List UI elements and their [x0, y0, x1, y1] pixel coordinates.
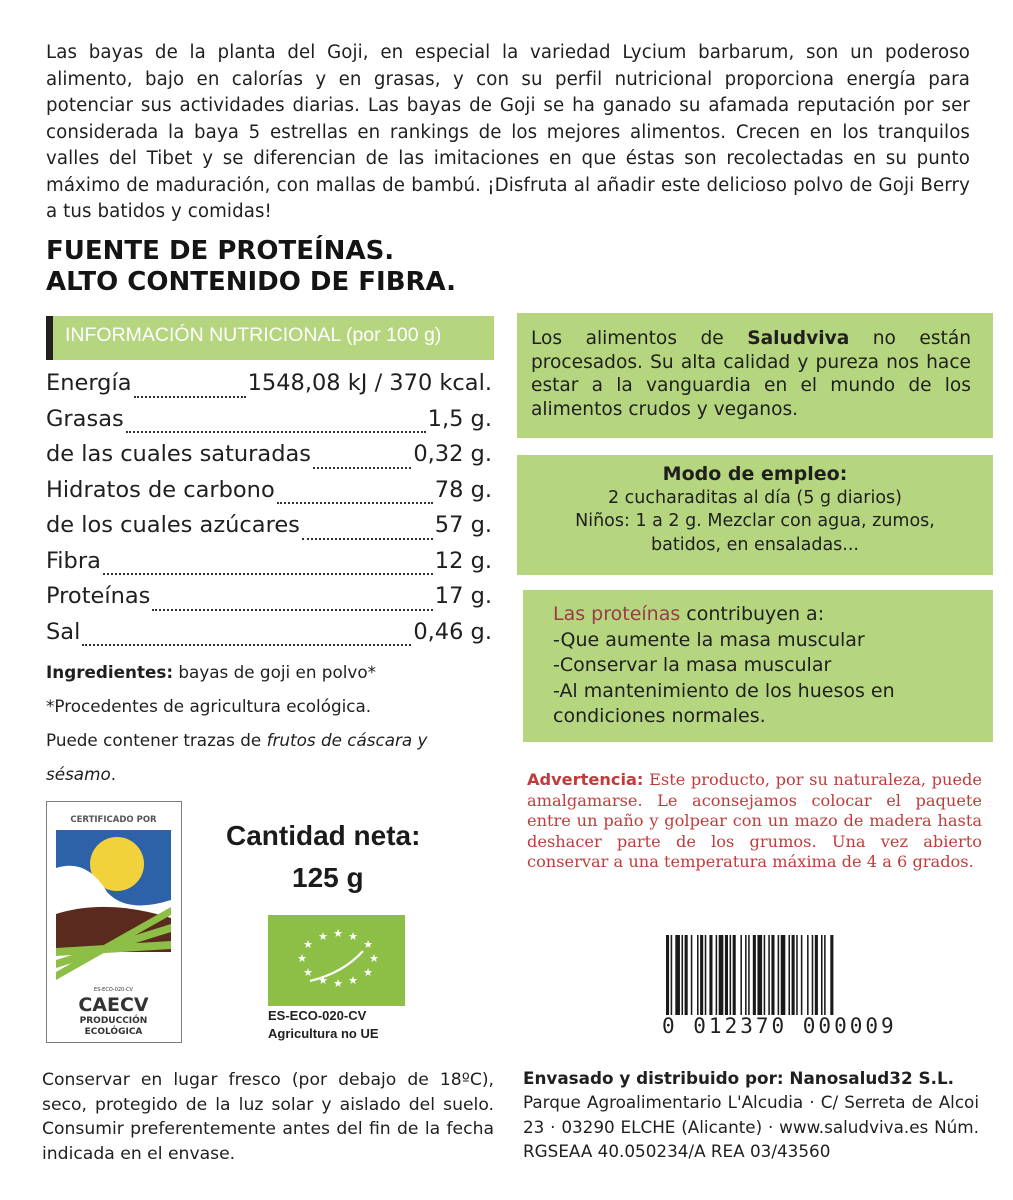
- protein-claim-item: -Que aumente la masa muscular: [553, 628, 865, 651]
- usage-box: [517, 455, 993, 575]
- caecv-name: CAECV: [78, 994, 149, 1016]
- nutrition-label: de las cuales saturadas: [46, 441, 312, 467]
- barcode-digits: 0 012370 000009: [662, 1014, 897, 1038]
- nutrition-label: Hidratos de carbono: [46, 476, 275, 503]
- protein-claims-box: [523, 590, 993, 742]
- allergen-suffix: .: [110, 764, 117, 784]
- nutrition-row-carbs: [46, 477, 492, 513]
- brand-info-suffix: no están procesados. Su alta calidad y pureza nos hace estar a la vanguardia en el mundo de los alimentos crudos y veganos.: [531, 328, 971, 420]
- nutrition-table: [46, 370, 492, 654]
- distributor-label: Envasado y distribuido por: Nanosalud32 S.L.: [523, 1068, 955, 1088]
- distributor-address: Parque Agroalimentario L'Alcudia · C/ Serreta de Alcoi 23 · 03290 ELCHE (Alicante) · www.saludviva.es Núm. RGSEAA 40.050234/A REA 03/43560: [523, 1092, 979, 1161]
- dot-leader: [126, 431, 426, 433]
- ingredients-block: [46, 655, 496, 791]
- nutrition-label: de los cuales azúcares: [46, 512, 300, 538]
- nutrition-value: 0,46 g.: [413, 618, 492, 645]
- nutrition-value: 0,32 g.: [413, 441, 492, 467]
- nutrition-header-label: INFORMACIÓN NUTRICIONAL (por 100 g): [65, 324, 442, 346]
- svg-text:★: ★: [333, 977, 343, 990]
- protein-claim-item: -Conservar la masa muscular: [553, 654, 832, 676]
- nutrition-row-fiber: [46, 548, 492, 584]
- brand-info-box: [517, 313, 993, 438]
- svg-text:★: ★: [348, 930, 358, 943]
- eu-leaf-icon: [268, 915, 405, 1006]
- net-quantity-value: 125 g: [292, 862, 364, 893]
- intro-paragraph: Las bayas de la planta del Goji, en especial la variedad Lycium barbarum, son un poderoso alimento, bajo en calorías y en grasas, y con su perfil nutricional proporciona energía para potenciar sus actividades diarias. Las bayas de Goji se ha ganado su afamada reputación por ser considerada la baya 5 estrellas en rankings de los mejores alimentos. Crecen en los tranquilos valles del Tibet y se diferencian de las imitaciones en que éstas son recolectadas en su punto máximo de maduración, con mallas de bambú. ¡Disfruta al añadir este delicioso polvo de Goji Berry a tus batidos y comidas!: [46, 42, 970, 222]
- usage-line-2: Niños: 1 a 2 g. Mezclar con agua, zumos,: [575, 511, 935, 531]
- dot-leader: [277, 502, 433, 504]
- svg-text:★: ★: [297, 952, 307, 965]
- usage-title: Modo de empleo:: [662, 463, 848, 485]
- ingredients-label: Ingredientes:: [46, 662, 174, 682]
- protein-intro-line: [553, 602, 973, 628]
- nutrition-row-sugars: [46, 512, 492, 548]
- protein-claim-item: -Al mantenimiento de los huesos en condiciones normales.: [553, 679, 895, 727]
- headline-line-1: FUENTE DE PROTEÍNAS.: [46, 236, 395, 266]
- eu-organic-text: [268, 1007, 379, 1043]
- nutrition-row-energy: [46, 370, 492, 406]
- dot-leader: [313, 467, 411, 469]
- barcode-icon: [666, 935, 929, 1015]
- distributor-info: [523, 1066, 979, 1163]
- nutrition-row-protein: [46, 583, 492, 619]
- allergen-line: [46, 723, 496, 791]
- svg-text:★: ★: [303, 938, 313, 951]
- nutrition-label: Proteínas: [46, 583, 151, 609]
- nutrition-label: Energía: [46, 370, 132, 396]
- svg-text:★: ★: [318, 930, 328, 943]
- caecv-logo-graphic: [47, 802, 180, 1041]
- usage-line-1: 2 cucharaditas al día (5 g diarios): [607, 487, 902, 508]
- svg-text:★: ★: [363, 966, 373, 979]
- caecv-sub1: PRODUCCIÓN: [79, 1016, 148, 1026]
- brand-info-prefix: Los alimentos de: [531, 328, 748, 349]
- ingredients-line: [46, 655, 496, 689]
- ingredients-text: bayas de goji en polvo*: [173, 662, 376, 682]
- protein-highlight: Las proteínas: [553, 603, 681, 625]
- eu-organic-code: ES-ECO-020-CV: [268, 1008, 367, 1023]
- usage-line-3: batidos, en ensaladas...: [651, 534, 859, 555]
- dot-leader: [152, 609, 432, 611]
- nutrition-value: 1,5 g.: [427, 405, 492, 432]
- storage-instructions: Conservar en lugar fresco (por debajo de 18ºC), seco, protegido de la luz solar y aislado del suelo. Consumir preferentemente antes del fin de la fecha indicada en el envase.: [42, 1070, 494, 1164]
- svg-text:★: ★: [303, 966, 313, 979]
- nutrition-value: 78 g.: [434, 476, 492, 503]
- warning-label: Advertencia:: [527, 770, 644, 789]
- caecv-top-label: CERTIFICADO POR: [70, 815, 157, 825]
- svg-text:★: ★: [369, 952, 379, 965]
- svg-text:★: ★: [363, 938, 373, 951]
- brand-name: Saludviva: [747, 328, 850, 349]
- nutrition-value: 12 g.: [434, 547, 492, 574]
- eu-organic-logo: [268, 915, 405, 1006]
- warning-body: Este producto, por su naturaleza, puede amalgamarse. Le aconsejamos colocar el paquete entre un paño y golpear con un mazo de madera hasta deshacer parte de los grumos. Una vez abierto conservar a una temperatura máxima de 4 a 6 grados.: [527, 770, 982, 872]
- nutrition-label: Sal: [46, 618, 81, 645]
- dot-leader: [82, 644, 411, 646]
- dot-leader: [134, 396, 246, 398]
- headline-line-2: ALTO CONTENIDO DE FIBRA.: [46, 267, 457, 297]
- dot-leader: [103, 573, 433, 575]
- net-quantity-label: Cantidad neta:: [226, 820, 421, 851]
- nutrition-label: Fibra: [46, 547, 101, 574]
- nutrition-row-saturated: [46, 441, 492, 477]
- ingredients-note: *Procedentes de agricultura ecológica.: [46, 696, 372, 716]
- nutrition-value: 57 g.: [434, 512, 492, 538]
- nutrition-row-fat: [46, 406, 492, 442]
- eu-organic-origin: Agricultura no UE: [268, 1026, 379, 1041]
- dot-leader: [302, 538, 433, 540]
- caecv-sub2: ECOLÓGICA: [84, 1027, 143, 1037]
- allergen-prefix: Puede contener trazas de: [46, 730, 267, 750]
- warning-text: [527, 770, 982, 873]
- protein-intro: contribuyen a:: [680, 603, 825, 625]
- caecv-certification-logo: [46, 801, 182, 1043]
- svg-text:★: ★: [348, 974, 358, 987]
- caecv-code: ES-ECO-020-CV: [94, 987, 133, 993]
- nutrition-row-salt: [46, 619, 492, 655]
- nutrition-header: [46, 316, 494, 360]
- svg-text:★: ★: [318, 974, 328, 987]
- nutrition-label: Grasas: [46, 405, 124, 432]
- nutrition-value: 1548,08 kJ / 370 kcal.: [247, 370, 492, 396]
- nutrition-value: 17 g.: [434, 583, 492, 609]
- allergen-italic: frutos de cáscara y sésamo: [46, 730, 428, 784]
- headline: [46, 236, 456, 298]
- svg-text:★: ★: [333, 927, 343, 940]
